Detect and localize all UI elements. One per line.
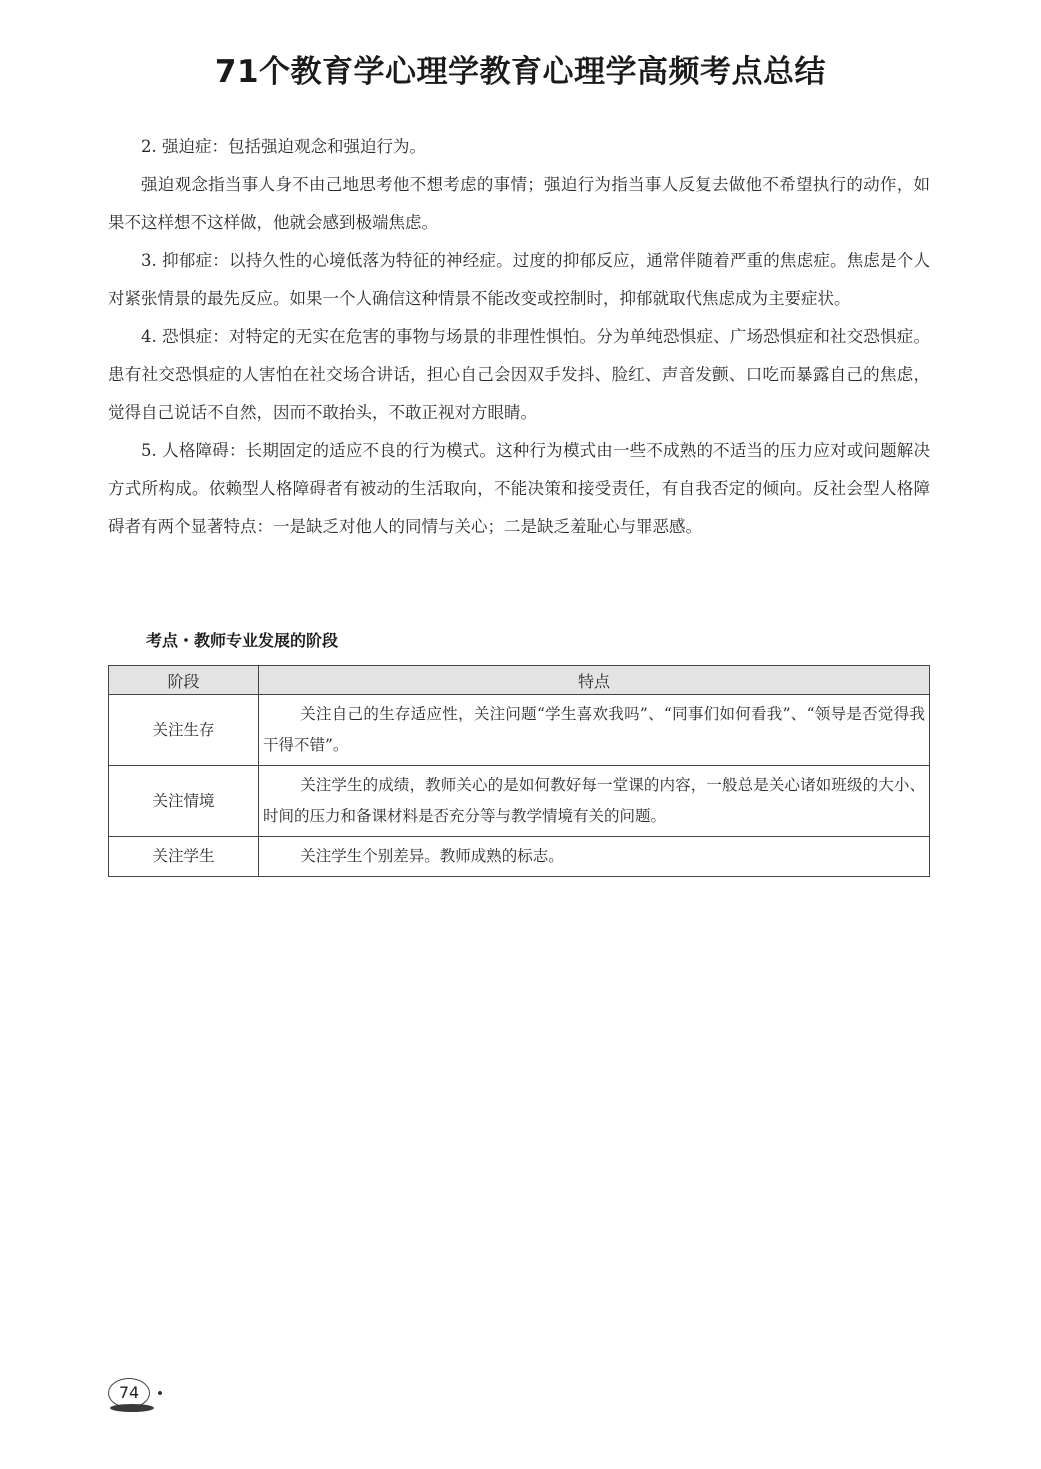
paragraph-ocd: 2. 强迫症：包括强迫观念和强迫行为。 <box>141 137 426 156</box>
feature-cell: 关注学生的成绩，教师关心的是如何教好每一堂课的内容，一般总是关心诸如班级的大小、时间的压力和备课材料是否充分等与教学情境有关的问题。 <box>259 766 930 837</box>
body-text <box>108 128 930 546</box>
header-stage: 阶段 <box>109 666 259 695</box>
table-row <box>109 837 930 877</box>
paragraph-ocd-detail: 强迫观念指当事人身不由己地思考他不想考虑的事情；强迫行为指当事人反复去做他不希望执行的动作，如果不这样想不这样做，他就会感到极端焦虑。 <box>108 175 930 232</box>
page-title: 71个教育学心理学教育心理学高频考点总结 <box>214 54 827 90</box>
page-number-dot <box>158 1391 162 1395</box>
table-row <box>109 695 930 766</box>
paragraph-personality-disorder: 5. 人格障碍：长期固定的适应不良的行为模式。这种行为模式由一些不成熟的不适当的压力应对或问题解决方式所构成。依赖型人格障碍者有被动的生活取向，不能决策和接受责任，有自我否定的倾向。反社会型人格障碍者有两个显著特点：一是缺乏对他人的同情与关心；二是缺乏羞耻心与罪恶感。 <box>108 441 930 536</box>
stage-cell: 关注学生 <box>109 837 259 877</box>
page-number-shadow <box>110 1404 154 1412</box>
table-header-row <box>109 666 930 695</box>
stage-cell: 关注情境 <box>109 766 259 837</box>
stage-cell: 关注生存 <box>109 695 259 766</box>
section-heading: 考点・教师专业发展的阶段 <box>146 631 339 650</box>
stages-table <box>108 665 930 877</box>
header-feature: 特点 <box>259 666 930 695</box>
feature-cell: 关注自己的生存适应性，关注问题“学生喜欢我吗”、“同事们如何看我”、“领导是否觉得我干得不错”。 <box>259 695 930 766</box>
feature-cell: 关注学生个别差异。教师成熟的标志。 <box>259 837 930 877</box>
table-row <box>109 766 930 837</box>
page-number: 74 <box>108 1378 150 1408</box>
paragraph-depression: 3. 抑郁症：以持久性的心境低落为特征的神经症。过度的抑郁反应，通常伴随着严重的焦虑症。焦虑是个人对紧张情景的最先反应。如果一个人确信这种情景不能改变或控制时，抑郁就取代焦虑成为主要症状。 <box>108 251 930 308</box>
paragraph-phobia: 4. 恐惧症：对特定的无实在危害的事物与场景的非理性惧怕。分为单纯恐惧症、广场恐惧症和社交恐惧症。患有社交恐惧症的人害怕在社交场合讲话，担心自己会因双手发抖、脸红、声音发颤、口吃而暴露自己的焦虑，觉得自己说话不自然，因而不敢抬头，不敢正视对方眼睛。 <box>108 327 930 422</box>
